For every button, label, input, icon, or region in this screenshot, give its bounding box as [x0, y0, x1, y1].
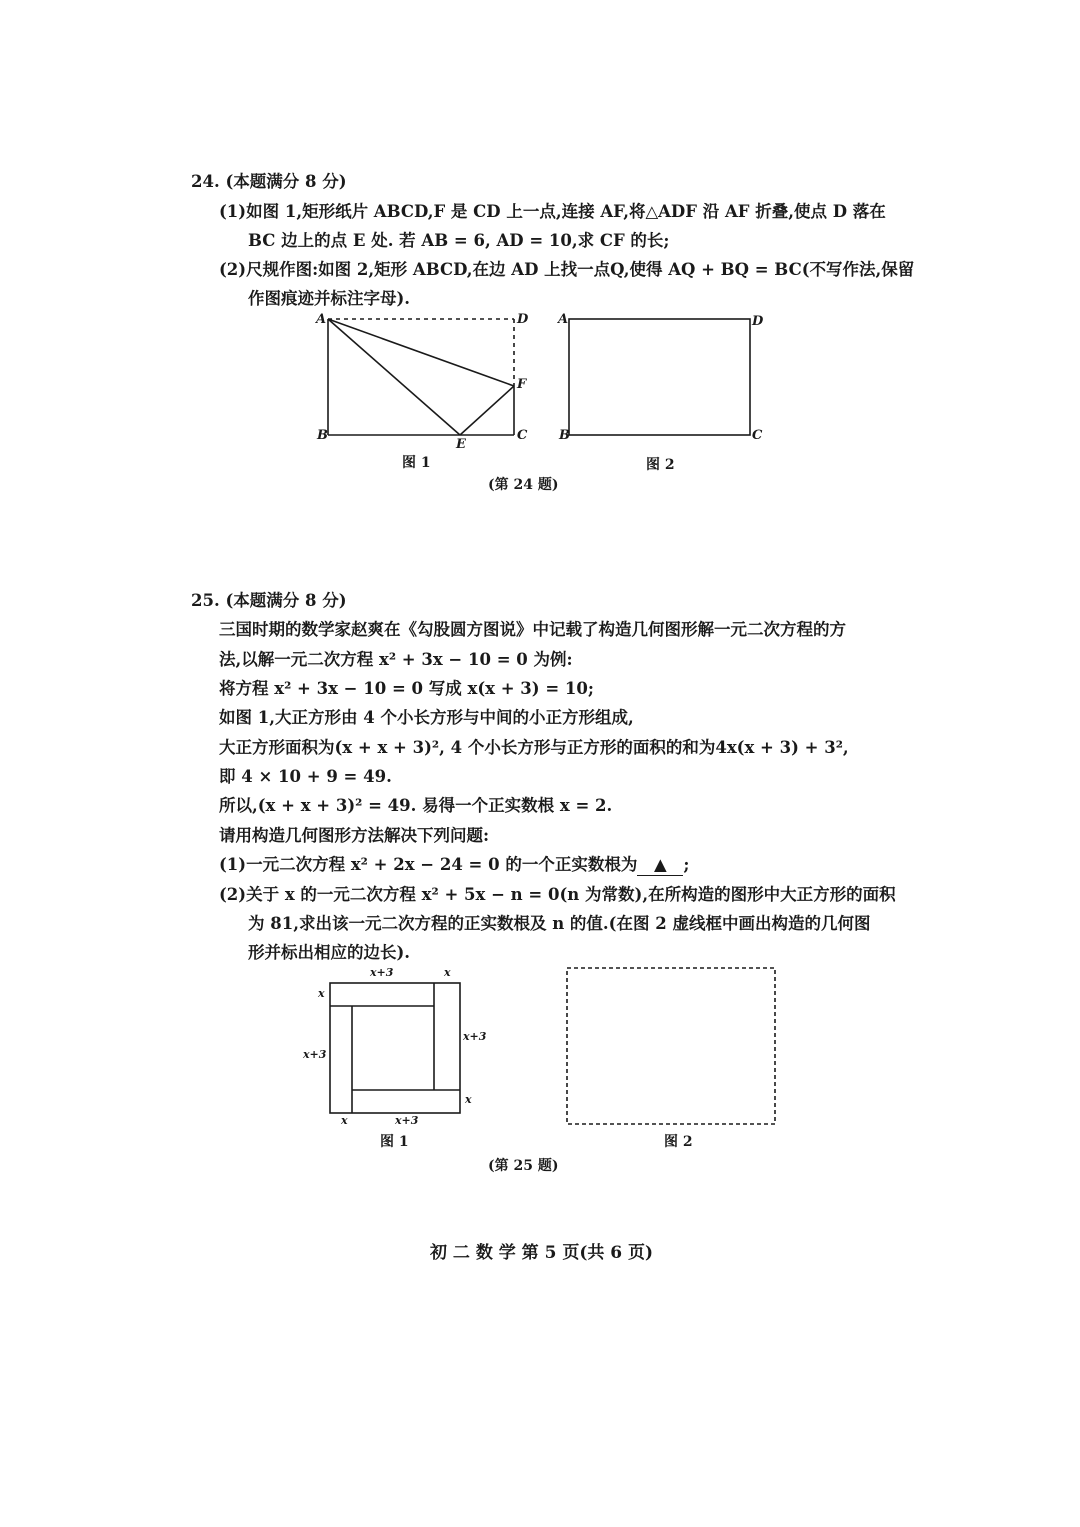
fig1-label-e: E	[456, 437, 466, 452]
fig25-label-top-short: x	[444, 966, 451, 979]
q25-part1-answer-blank[interactable]: ▲	[637, 855, 683, 876]
q24-figure-1-caption: 图 1	[402, 455, 431, 471]
q25-part1-text: (1)一元二次方程 x² + 2x − 24 = 0 的一个正实数根为	[219, 855, 638, 874]
fig2-label-d: D	[752, 314, 764, 329]
q25-figure-1	[330, 983, 460, 1113]
q25-intro-line-5: 大正方形面积为(x + x + 3)², 4 个小长方形与正方形的面积的和为4x(x + 3) + 3²,	[219, 738, 849, 757]
q25-intro-line-2: 法,以解一元二次方程 x² + 3x − 10 = 0 为例:	[219, 650, 573, 669]
q25-intro-line-4: 如图 1,大正方形由 4 个小长方形与中间的小正方形组成,	[219, 708, 634, 727]
fig25-label-bottom-short: x	[341, 1114, 348, 1127]
q24-part2-line1: (2)尺规作图:如图 2,矩形 ABCD,在边 AD 上找一点Q,使得 AQ + BQ = BC(不写作法,保留	[219, 260, 915, 279]
fig1-label-a: A	[316, 312, 327, 327]
q25-intro-line-7: 所以,(x + x + 3)² = 49. 易得一个正实数根 x = 2.	[219, 796, 613, 815]
fig2-label-a: A	[558, 312, 569, 327]
fig1-label-b: B	[317, 428, 328, 443]
q24-header: 24. (本题满分 8 分)	[191, 172, 347, 191]
q25-part2-line2: 为 81,求出该一元二次方程的正实数根及 n 的值.(在图 2 虚线框中画出构造的几何图	[248, 914, 871, 933]
q25-group-caption: (第 25 题)	[488, 1158, 559, 1174]
q25-intro-line-6: 即 4 × 10 + 9 = 49.	[219, 767, 392, 786]
fig1-segment-ef	[460, 386, 514, 435]
page-footer: 初 二 数 学 第 5 页(共 6 页)	[430, 1243, 654, 1263]
fig2-label-b: B	[559, 428, 570, 443]
fig1-segment-ae	[328, 319, 460, 435]
q25-part2-line1: (2)关于 x 的一元二次方程 x² + 5x − n = 0(n 为常数),在所构造的图形中大正方形的面积	[219, 885, 896, 904]
q24-figure-1	[328, 319, 514, 435]
q25-figure-1-caption: 图 1	[380, 1134, 409, 1150]
fig1-label-d: D	[517, 312, 529, 327]
fig1-label-c: C	[517, 428, 528, 443]
q25-figure-2-caption: 图 2	[664, 1134, 693, 1150]
q25-intro-line-3: 将方程 x² + 3x − 10 = 0 写成 x(x + 3) = 10;	[219, 679, 594, 698]
q25-intro-line-1: 三国时期的数学家赵爽在《勾股圆方图说》中记载了构造几何图形解一元二次方程的方	[219, 620, 846, 639]
q24-part1-line1: (1)如图 1,矩形纸片 ABCD,F 是 CD 上一点,连接 AF,将△ADF 沿 AF 折叠,使点 D 落在	[219, 202, 886, 221]
q24-part2-line2: 作图痕迹并标注字母).	[248, 289, 411, 308]
fig2-label-c: C	[752, 428, 763, 443]
fig25-label-left-long: x+3	[303, 1048, 327, 1061]
q24-figure-2-caption: 图 2	[646, 457, 675, 473]
fig25-label-right-long: x+3	[463, 1030, 487, 1043]
q25-figure-2-dashed-box	[567, 968, 775, 1124]
fig25-label-right-short: x	[465, 1093, 472, 1106]
fig25-label-top-long: x+3	[370, 966, 394, 979]
q25-part2-line3: 形并标出相应的边长).	[248, 943, 411, 962]
fig25-label-left-short: x	[318, 987, 325, 1000]
q25-part1-end: ;	[683, 855, 690, 874]
q24-part1-line2: BC 边上的点 E 处. 若 AB = 6, AD = 10,求 CF 的长;	[248, 231, 670, 250]
fig1-label-f: F	[517, 377, 527, 392]
q25-header: 25. (本题满分 8 分)	[191, 591, 347, 610]
fig1-fold-af	[328, 319, 514, 386]
q24-figure-2-rectangle	[569, 319, 750, 435]
fig25-label-bottom-long: x+3	[395, 1114, 419, 1127]
fig25-outer-square	[330, 983, 460, 1113]
q25-part1	[219, 855, 689, 876]
q25-intro-line-8: 请用构造几何图形方法解决下列问题:	[219, 826, 490, 845]
q24-group-caption: (第 24 题)	[488, 477, 559, 493]
